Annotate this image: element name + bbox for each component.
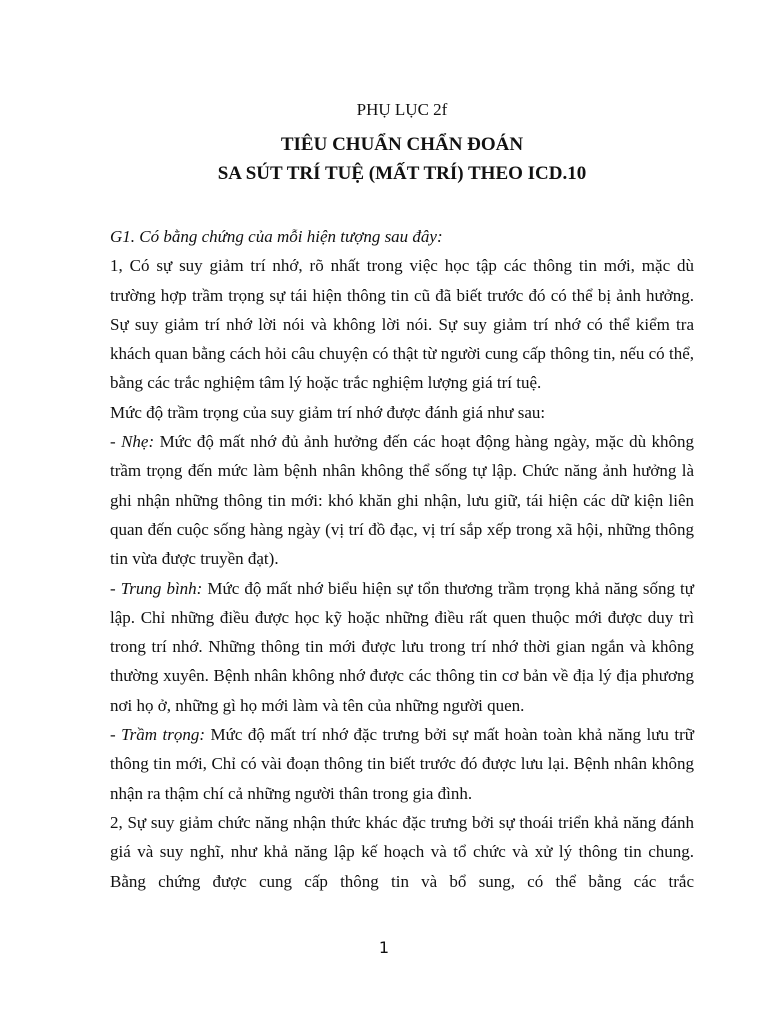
- g1-heading: G1. Có bằng chứng của mỗi hiện tượng sau đây:: [110, 227, 443, 246]
- page-number: 1: [378, 938, 390, 957]
- moderate-label: Trung bình:: [120, 578, 203, 598]
- document-body: [110, 222, 694, 896]
- appendix-label: PHỤ LỤC 2f: [356, 100, 448, 119]
- mild-label: Nhẹ:: [121, 432, 155, 452]
- document-title-line-1: TIÊU CHUẨN CHẨN ĐOÁN: [280, 134, 524, 155]
- document-title-line-2: SA SÚT TRÍ TUỆ (MẤT TRÍ) THEO ICD.10: [217, 163, 587, 184]
- severity-severe: - Trầm trọng: Mức độ mất trí nhớ đặc trưng bởi sự mất hoàn toàn khả năng lưu trữ thông tin mới, Chỉ có vài đoạn thông tin biết trước đó được lưu lại. Bệnh nhân không nhận ra thậm chí cả những người thân trong gia đình.: [110, 725, 694, 803]
- paragraph-1: 1, Có sự suy giảm trí nhớ, rõ nhất trong việc học tập các thông tin mới, mặc dù trường hợp trầm trọng sự tái hiện thông tin cũ đã biết trước đó có thể bị ảnh hưởng. Sự suy giảm trí nhớ lời nói và không lời nói. Sự suy giảm trí nhớ có thể kiểm tra khách quan bằng cách hỏi câu chuyện có thật từ người cung cấp thông tin, nếu có thể, bằng các trắc nghiệm tâm lý hoặc trắc nghiệm lượng giá trí tuệ.: [110, 256, 694, 393]
- severity-mild: - Nhẹ: Mức độ mất nhớ đủ ảnh hưởng đến các hoạt động hàng ngày, mặc dù không trầm trọng đến mức làm bệnh nhân không thể sống tự lập. Chức năng ảnh hưởng là ghi nhận những thông tin mới: khó khăn ghi nhận, lưu giữ, tái hiện các dữ kiện liên quan đến cuộc sống hàng ngày (vị trí đồ đạc, vị trí sắp xếp trong xã hội, những thông tin vừa được truyền đạt).: [110, 432, 694, 569]
- severity-intro: Mức độ trầm trọng của suy giảm trí nhớ được đánh giá như sau:: [110, 402, 546, 422]
- paragraph-2: 2, Sự suy giảm chức năng nhận thức khác đặc trưng bởi sự thoái triển khả năng đánh giá và suy nghĩ, như khả năng lập kế hoạch và tổ chức và xử lý thông tin chung. Bằng chứng được cung cấp thông tin và bổ sung, có thể bằng các trắc: [110, 812, 694, 891]
- severity-moderate: - Trung bình: Mức độ mất nhớ biểu hiện sự tổn thương trầm trọng khả năng sống tự lập. Chỉ những điều được học kỹ hoặc những điều rất quen thuộc mới được duy trì trong trí nhớ. Những thông tin mới được lưu trong trí nhớ thời gian ngắn và không thường xuyên. Bệnh nhân không nhớ được các thông tin cơ bản về địa lý địa phương nơi họ ở, những gì họ mới làm và tên của những người quen.: [110, 578, 694, 715]
- severe-label: Trầm trọng:: [121, 725, 206, 745]
